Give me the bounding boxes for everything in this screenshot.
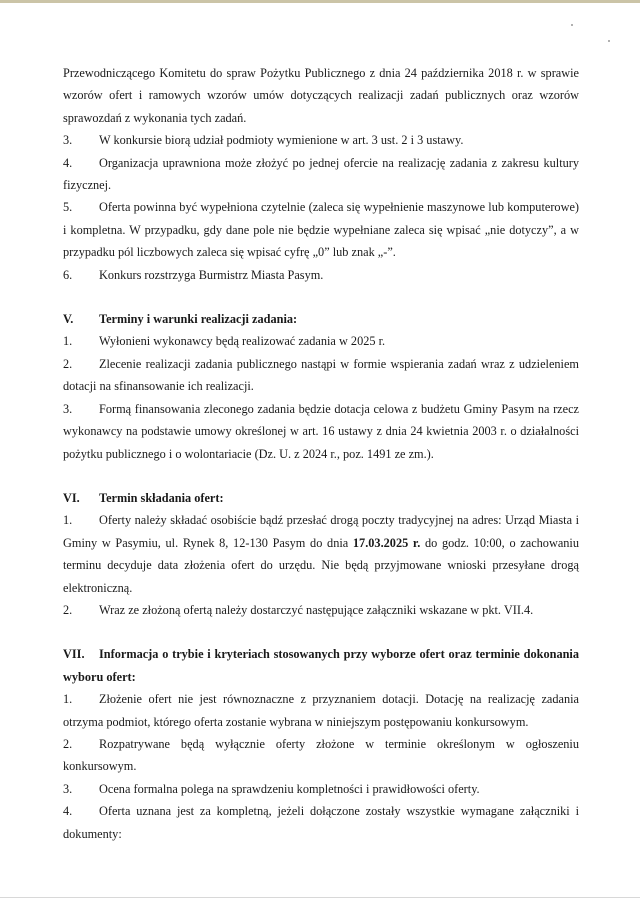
list-item: 1. Wyłonieni wykonawcy będą realizować zadania w 2025 r. bbox=[63, 334, 386, 349]
list-item: 1. Oferty należy składać osobiście bądź przesłać drogą poczty tradycyjnej na adres: Urząd Miasta i Gminy w Pasymiu, ul. Rynek 8, 12-130 Pasym do dnia 17.03.2025 r. do godz. 10:00, o zachowaniu terminu decyduje data złożenia ofert do urzędu. Nie będą przyjmowane wnioski przesyłane drogą elektroniczną. bbox=[63, 513, 579, 595]
scan-speck bbox=[571, 24, 573, 26]
scan-bottom-edge bbox=[0, 897, 640, 898]
document-page bbox=[63, 62, 579, 845]
list-item: 5. Oferta powinna być wypełniona czytelnie (zaleca się wypełnienie maszynowe lub komputerowe) i kompletna. W przypadku, gdy dane pole nie będzie wypełniane zaleca się wpisać „nie dotyczy”, a w przypadku pól liczbowych zaleca się wpisać cyfrę „0” lub znak „-”. bbox=[63, 200, 579, 260]
deadline-date: 17.03.2025 r. bbox=[352, 535, 421, 550]
list-item: 1. Złożenie ofert nie jest równoznaczne z przyznaniem dotacji. Dotację na realizację zadania otrzyma podmiot, którego oferta zostanie wybrana w niniejszym postępowaniu konkursowym. bbox=[63, 692, 579, 729]
list-item: 4. Organizacja uprawniona może złożyć po jednej ofercie na realizację zadania z zakresu kultury fizycznej. bbox=[63, 155, 579, 193]
list-item: 4. Oferta uznana jest za kompletną, jeżeli dołączone zostały wszystkie wymagane załączniki i dokumenty: bbox=[63, 804, 579, 841]
list-item: 2. Zlecenie realizacji zadania publicznego nastąpi w formie wspierania zadań wraz z udzieleniem dotacji na sfinansowanie ich realizacji. bbox=[63, 356, 579, 394]
list-item: 2. Wraz ze złożoną ofertą należy dostarczyć następujące załączniki wskazane w pkt. VII.4. bbox=[63, 602, 534, 617]
scan-speck bbox=[608, 40, 610, 42]
list-item: 3. Formą finansowania zleconego zadania będzie dotacja celowa z budżetu Gminy Pasym na rzecz wykonawcy na podstawie umowy określonej w art. 16 ustawy z dnia 24 kwietnia 2003 r. o działalności pożytku publicznego i o wolontariacie (Dz. U. z 2024 r., poz. 1491 ze zm.). bbox=[63, 401, 579, 461]
intro-paragraph: Przewodniczącego Komitetu do spraw Pożytku Publicznego z dnia 24 października 2018 r. w sprawie wzorów ofert i ramowych wzorów umów dotyczących realizacji zadań publicznych oraz wzorów sprawozdań z wykonania tych zadań. bbox=[63, 66, 579, 125]
section-heading-vii: VII. Informacja o trybie i kryteriach stosowanych przy wyborze ofert oraz terminie dokonania wyboru ofert: bbox=[63, 647, 579, 684]
section-heading-v: V. Terminy i warunki realizacji zadania: bbox=[63, 312, 298, 327]
section-heading-vi: VI. Termin składania ofert: bbox=[63, 490, 224, 505]
list-item: 3. W konkursie biorą udział podmioty wymienione w art. 3 ust. 2 i 3 ustawy. bbox=[63, 133, 464, 148]
list-item: 2. Rozpatrywane będą wyłącznie oferty złożone w terminie określonym w ogłoszeniu konkursowym. bbox=[63, 736, 579, 774]
list-item: 6. Konkurs rozstrzyga Burmistrz Miasta Pasym. bbox=[63, 267, 324, 282]
scan-top-edge bbox=[0, 0, 640, 3]
list-item: 3. Ocena formalna polega na sprawdzeniu kompletności i prawidłowości oferty. bbox=[63, 781, 480, 796]
